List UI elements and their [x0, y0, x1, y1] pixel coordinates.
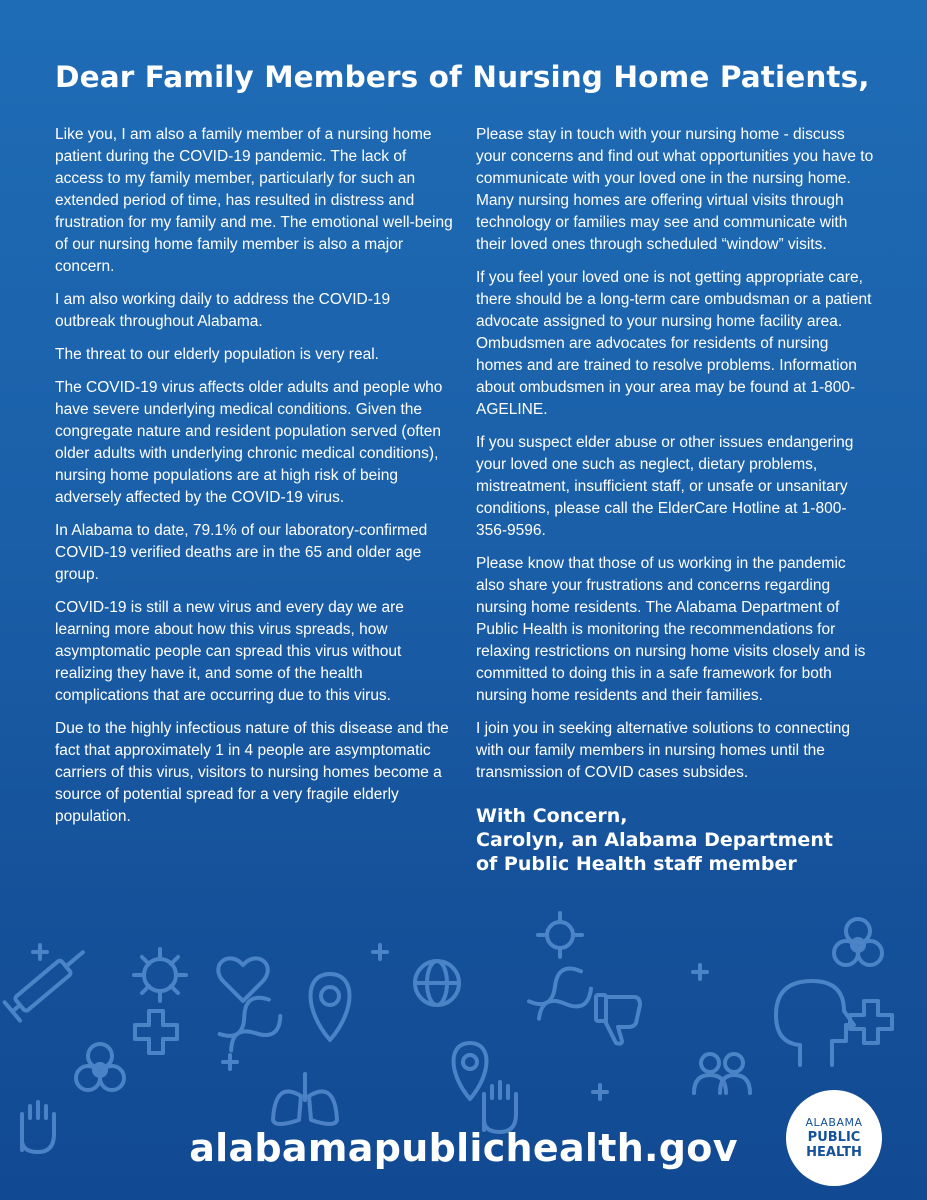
- paragraph: I am also working daily to address the COVID-19 outbreak throughout Alabama.: [55, 291, 391, 330]
- website-url: alabamapublichealth.gov: [189, 1126, 738, 1170]
- hand-stop-icon: [484, 1082, 516, 1132]
- logo-text: HEALTH: [806, 1145, 862, 1160]
- paragraph: The threat to our elderly population is very real.: [55, 346, 379, 363]
- signoff: [476, 804, 876, 876]
- dna-icon: [214, 991, 286, 1058]
- location-pin-icon: [454, 1043, 487, 1099]
- plus-icon: [373, 945, 387, 959]
- virus-icon: [134, 949, 186, 1001]
- plus-icon: [33, 945, 47, 959]
- lungs-icon: [273, 1074, 337, 1124]
- location-pin-icon: [311, 974, 350, 1040]
- paragraph: In Alabama to date, 79.1% of our laboratory-confirmed COVID-19 verified deaths are in the 65 and older age group.: [55, 522, 428, 583]
- syringe-icon: [5, 943, 91, 1021]
- right-column: [476, 124, 876, 876]
- left-column: [55, 124, 453, 839]
- head-profile-icon: [776, 981, 854, 1065]
- signoff-line: of Public Health staff member: [476, 853, 797, 875]
- people-icon: [694, 1054, 750, 1093]
- paragraph: COVID-19 is still a new virus and every day we are learning more about how this virus spreads, how asymptomatic people can spread this virus without realizing they have it, and some of the health complications that are occurring due to this virus.: [55, 599, 404, 704]
- virus-icon: [538, 913, 582, 957]
- plus-icon: [593, 1085, 607, 1099]
- thumbs-down-icon: [596, 995, 640, 1044]
- biohazard-icon: [76, 1044, 124, 1090]
- signoff-line: With Concern,: [476, 805, 628, 827]
- logo-text: ALABAMA: [805, 1116, 863, 1129]
- alabama-public-health-logo: [786, 1090, 882, 1186]
- paragraph: The COVID-19 virus affects older adults and people who have severe underlying medical conditions. Given the congregate nature and resident population served (often older adults with underlying chronic medical conditions), nursing home populations are at high risk of being adversely affected by the COVID-19 virus.: [55, 379, 443, 506]
- plus-icon: [693, 965, 707, 979]
- paragraph: Please know that those of us working in the pandemic also share your frustrations and concerns regarding nursing home residents. The Alabama Department of Public Health is monitoring the recommendations for relaxing restrictions on nursing home visits closely and is committed to doing this in a safe framework for both nursing home residents and their families.: [476, 555, 866, 704]
- paragraph: Like you, I am also a family member of a nursing home patient during the COVID-19 pandemic. The lack of access to my family member, particularly for such an extended period of time, has resulted in distress and frustration for my family and me. The emotional well-being of our nursing home family member is also a major concern.: [55, 126, 453, 275]
- medical-cross-icon: [135, 1011, 177, 1053]
- letter-title: Dear Family Members of Nursing Home Patients,: [55, 60, 870, 94]
- signoff-line: Carolyn, an Alabama Department: [476, 829, 833, 851]
- paragraph: If you suspect elder abuse or other issues endangering your loved one such as neglect, dietary problems, mistreatment, insufficient staff, or unsafe or unsanitary conditions, please call the ElderCare Hotline at 1-800-356-9596.: [476, 434, 854, 539]
- dna-icon: [524, 963, 596, 1028]
- logo-text: PUBLIC: [807, 1130, 861, 1145]
- plus-icon: [223, 1055, 237, 1069]
- globe-icon: [415, 961, 459, 1005]
- paragraph: I join you in seeking alternative solutions to connecting with our family members in nursing homes until the transmission of COVID cases subsides.: [476, 720, 850, 781]
- medical-cross-icon: [850, 1001, 892, 1043]
- heart-icon: [218, 958, 268, 1001]
- biohazard-icon: [834, 919, 882, 965]
- paragraph: Please stay in touch with your nursing home - discuss your concerns and find out what opportunities you have to communicate with your loved one in the nursing home. Many nursing homes are offering virtual visits through technology or families may see and communicate with their loved ones through scheduled “window” visits.: [476, 126, 874, 253]
- paragraph: If you feel your loved one is not getting appropriate care, there should be a long-term care ombudsman or a patient advocate assigned to your nursing home facility area. Ombudsmen are advocates for residents of nursing homes and are trained to resolve problems. Information about ombudsmen in your area may be found at 1-800-AGELINE.: [476, 269, 872, 418]
- paragraph: Due to the highly infectious nature of this disease and the fact that approximately 1 in 4 people are asymptomatic carriers of this virus, visitors to nursing homes become a source of potential spread for a very fragile elderly population.: [55, 720, 449, 825]
